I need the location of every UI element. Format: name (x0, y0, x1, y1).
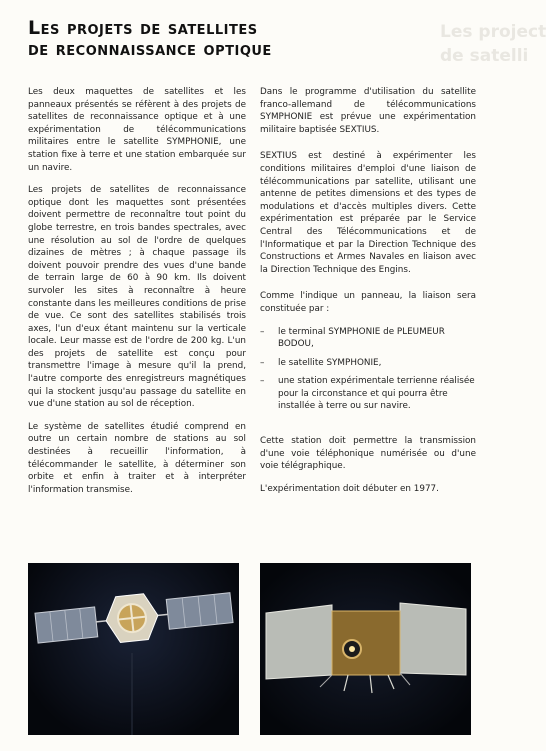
page-title (28, 18, 272, 60)
liaison-list (260, 326, 476, 414)
list-item: – le satellite SYMPHONIE, (260, 357, 476, 370)
paragraph-system: Le système de satellites étudié comprend en outre un certain nombre de stations au sol destinées à recueillir l'information, à télécommander le satellite, à déterminer son orbite et enfin à traiter et à interpréter l'information transmise. (28, 421, 246, 495)
satellite-model-illustration (260, 563, 471, 735)
paragraph-projects: Les projets de satellites de reconnaissance optique dont les maquettes sont présentées doivent permettre de reconnaître tout point du globe terrestre, en trois bandes spectrales, avec une résolution au sol de l'ordre de quelques dizaines de mètres ; à chaque passage ils doivent pouvoir prendre des vues d'une bande de terrain large de 60 à 90 km. Ils doivent survoler les sites à reconnaître à heure constante dans les meilleures conditions de prise de vue. Ce sont des satellites stabilisés trois axes, l'un d'eux étant maintenu sur la verticale locale. Leur masse est de l'ordre de 200 kg. L'un des projets de satellite est conçu pour transmettre l'image à mesure qu'il la prend, l'autre comporte des enregistreurs magnétiques qui la stockent jusqu'au passage du satellite en vue d'une station au sol de réception. (28, 185, 246, 410)
satellite-model-illustration (28, 563, 239, 735)
page-title-line-2: de reconnaissance optique (28, 38, 272, 60)
right-column (260, 86, 476, 505)
paragraph-symphonie: Dans le programme d'utilisation du satellite franco-allemand de télécommunications SYMPHONIE est prévue une expérimentation militaire baptisée SEXTIUS. (260, 87, 476, 135)
paragraph-station: Cette station doit permettre la transmission d'une voie téléphonique numérisée ou d'une voie télégraphique. (260, 436, 476, 472)
list-item: – le terminal SYMPHONIE de PLEUMEUR BODOU, (260, 326, 476, 351)
left-column (28, 86, 246, 506)
paragraph-liaison: Comme l'indique un panneau, la liaison sera constituée par : (260, 291, 476, 314)
paragraph-date: L'expérimentation doit débuter en 1977. (260, 483, 439, 494)
satellite-model-photo-left (28, 563, 239, 735)
bleed-through-title: Les project de satelli (440, 22, 546, 66)
paragraph-sextius: SEXTIUS est destiné à expérimenter les conditions militaires d'emploi d'une liaison de télécommunications par satellite, utilisant une antenne de petites dimensions et des types de modulations et d'accès multiples divers. Cette expérimentation est préparée par le Service Central des Télécommunications et de l'Informatique et par la Direction Technique des Constructions et Armes Navales en liaison avec la Direction Technique des Engins. (260, 151, 476, 275)
satellite-model-photo-right (260, 563, 471, 735)
page-title-line-1: Les projets de satellites (28, 17, 258, 39)
list-item: – une station expérimentale terrienne réalisée pour la circonstance et qui pourra être installée à terre ou sur navire. (260, 375, 476, 413)
paragraph-intro: Les deux maquettes de satellites et les panneaux présentés se réfèrent à des projets de satellites de reconnaissance optique et à une expérimentation de télécommunications militaires entre le satellite SYMPHONIE, une station fixe à terre et une station embarquée sur un navire. (28, 87, 246, 173)
